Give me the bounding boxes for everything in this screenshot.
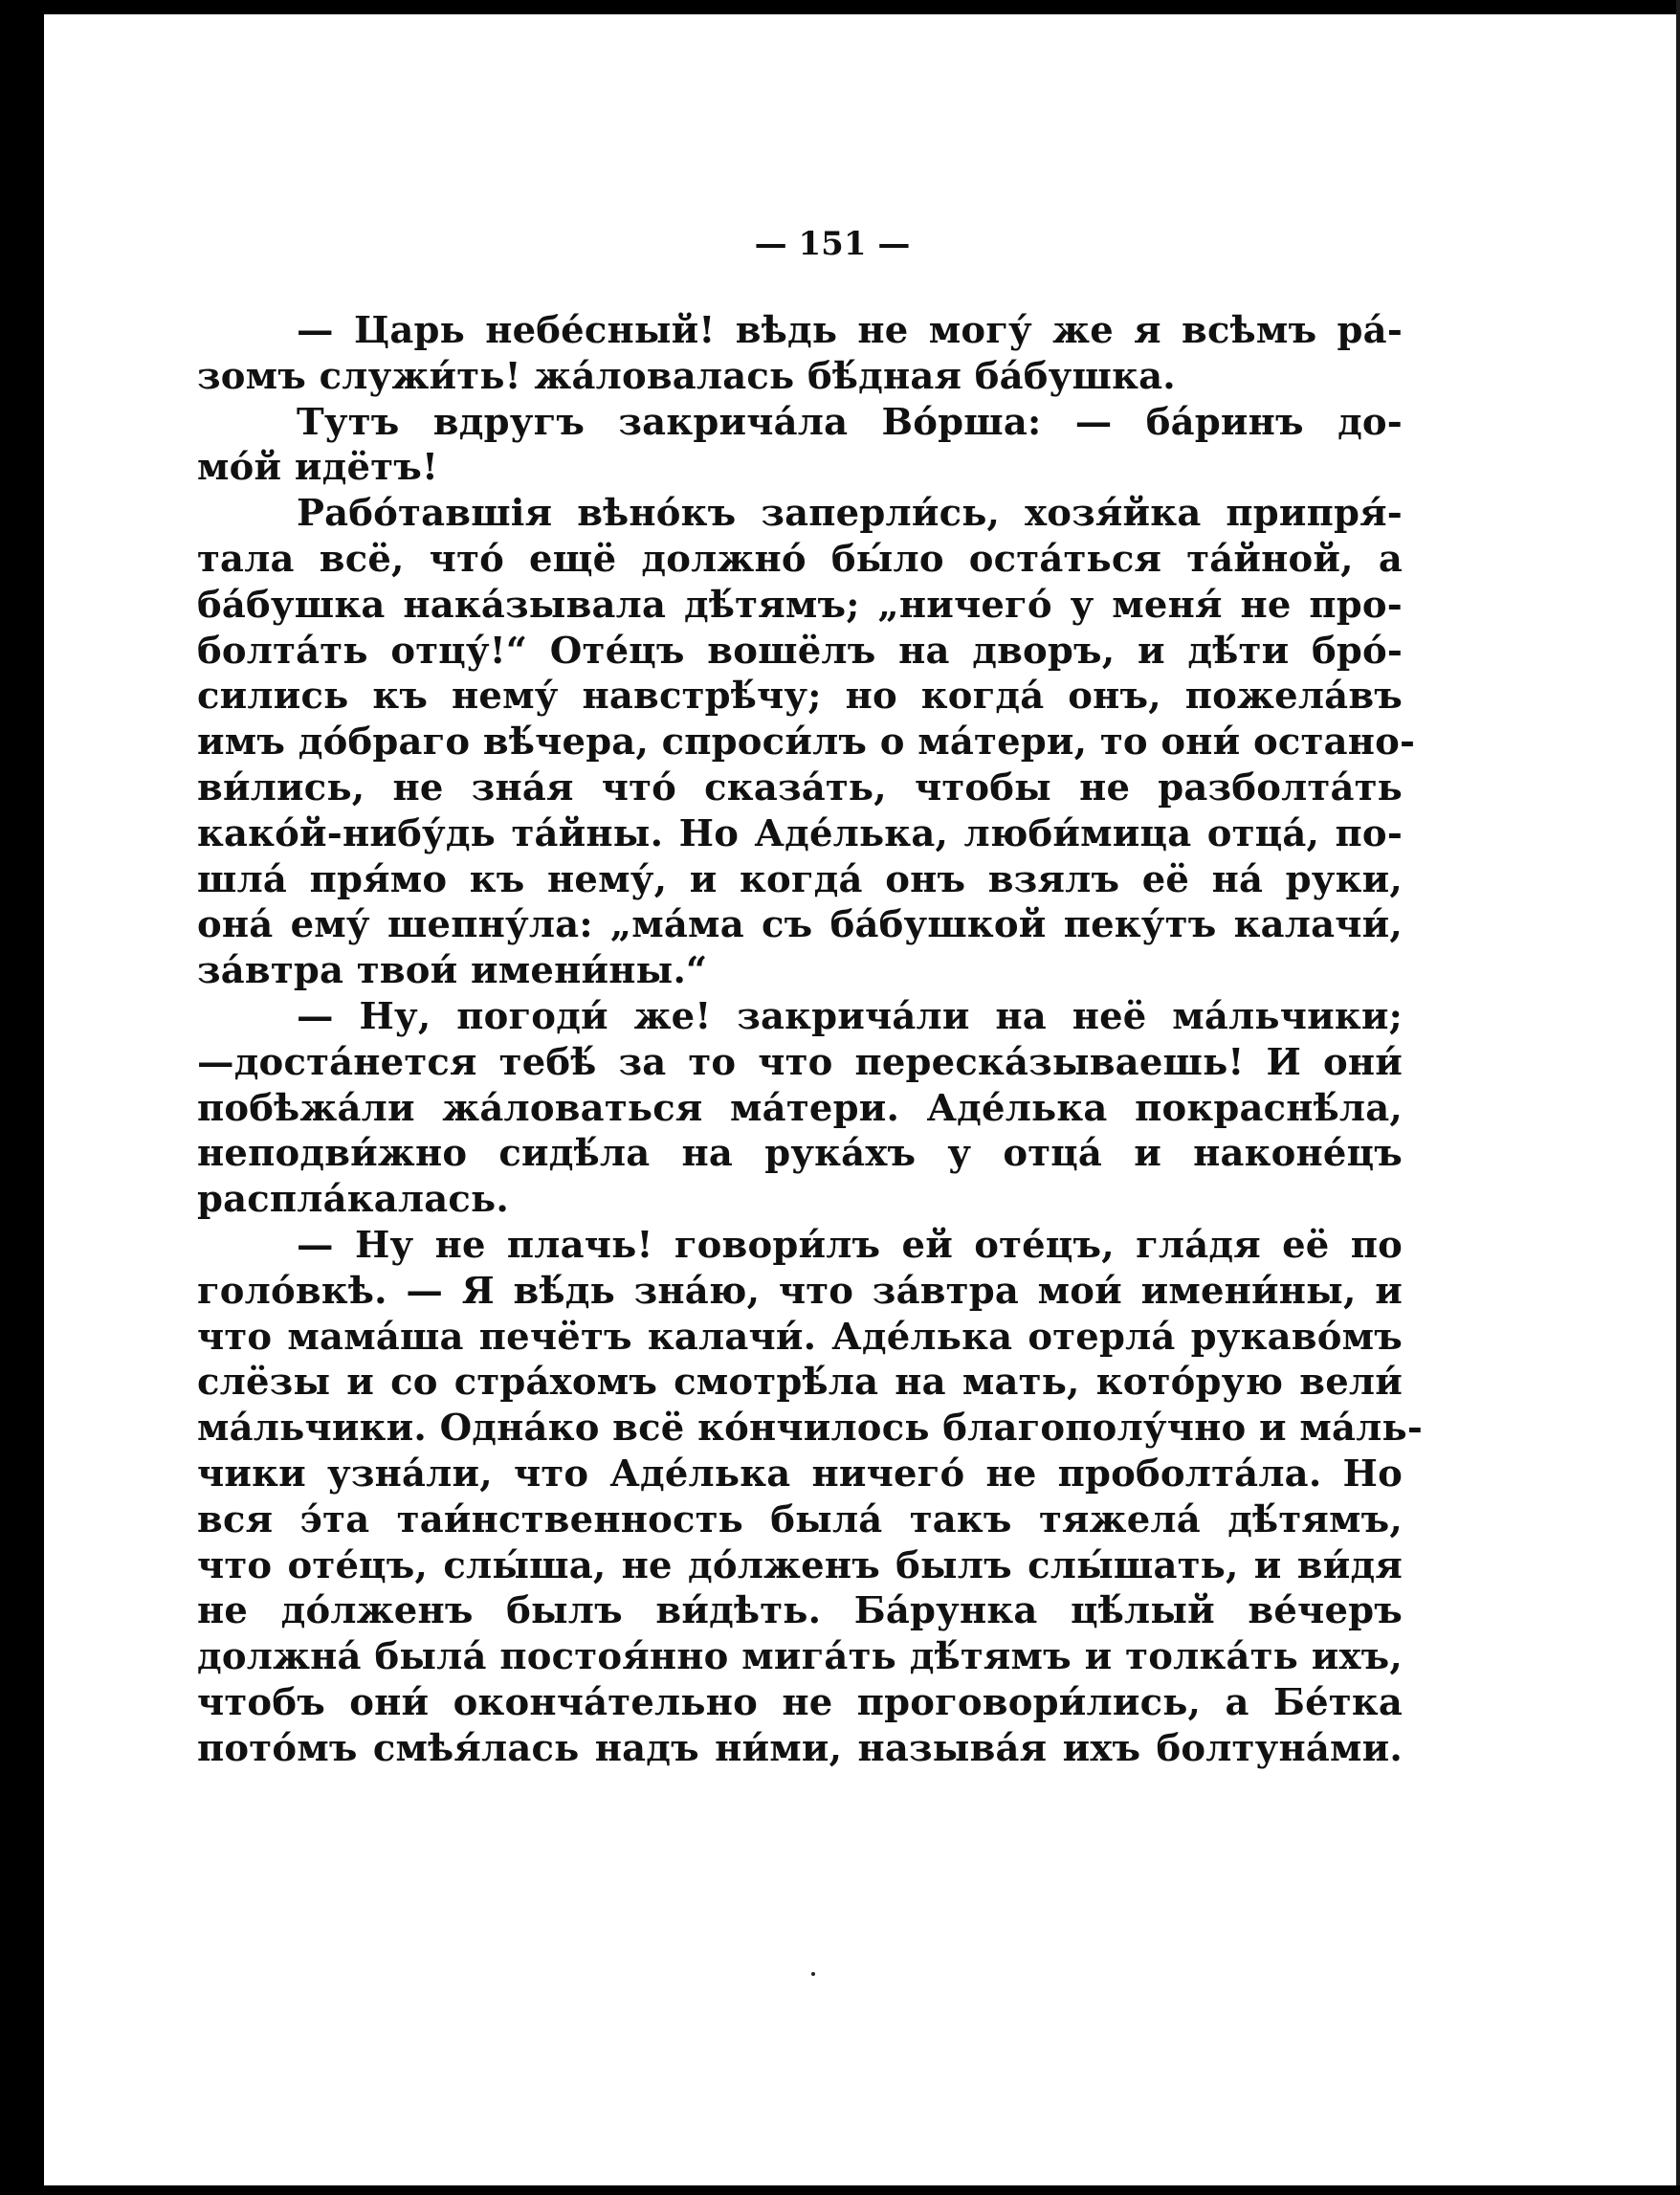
text-line: ви́лись, не зна́я что́ сказа́ть, чтобы не разболта́ть [197,765,1403,809]
text-line: должна́ была́ постоя́нно мига́ть дѣ́тямъ и толка́ть ихъ, [197,1635,1403,1679]
text-line: тала всё, что́ ещё должно́ бы́ло оста́ться та́йной, а [197,537,1403,581]
text-line: —доста́нется тебѣ́ за то что переска́зываешь! И они́ [197,1040,1403,1084]
stray-ink-dot [811,1972,815,1976]
text-line: болта́ть отцу́!“ Оте́цъ вошёлъ на дворъ, и дѣ́ти бро́- [197,629,1403,673]
text-line: мо́й идётъ! [197,446,439,490]
body-text [197,308,1424,1772]
text-line: ба́бушка нака́зывала дѣ́тямъ; „ничего́ у меня́ не про- [197,583,1403,627]
text-line: голо́вкѣ. — Я вѣ́дь зна́ю, что за́втра мои́ имени́ны, и [197,1269,1403,1313]
text-line: шла́ пря́мо къ нему́, и когда́ онъ взялъ её на́ руки, [197,857,1403,901]
text-line: имъ до́браго вѣ́чера, спроси́лъ о ма́тери, то они́ остано- [197,721,1416,765]
scan-border-left [0,0,44,2195]
text-line: Тутъ вдругъ закрича́ла Во́рша: — ба́ринъ до- [297,400,1403,444]
text-line: не до́лженъ былъ ви́дѣть. Ба́рунка цѣ́лый ве́черъ [197,1589,1403,1633]
text-line: чики узна́ли, что Аде́лька ничего́ не проболта́ла. Но [197,1452,1403,1496]
text-line: — Ну не плачь! говори́лъ ей оте́цъ, гла́дя её по [297,1223,1403,1267]
text-line: вся э́та таи́нственность была́ такъ тяжела́ дѣ́тямъ, [197,1497,1403,1541]
text-line: что мама́ша печётъ калачи́. Аде́лька отерла́ рукаво́мъ [197,1315,1403,1359]
scan-border-top [0,0,1680,14]
text-line: ма́льчики. Однáко всё ко́нчилось благополу́чно и ма́ль- [197,1407,1424,1451]
text-line: зомъ служи́ть! жа́ловалась бѣ́дная ба́бушка. [197,354,1176,398]
text-line: побѣжа́ли жа́ловаться ма́тери. Аде́лька покраснѣ́ла, [197,1086,1403,1130]
text-line: пото́мъ смѣя́лась надъ ни́ми, называ́я ихъ болтуна́ми. [197,1726,1403,1770]
text-line: Рабо́тавшія вѣно́къ заперли́сь, хозя́йка припря́- [297,492,1403,536]
text-line: слёзы и со стра́хомъ смотрѣ́ла на мать, кото́рую вели́ [197,1361,1403,1405]
text-line: сились къ нему́ навстрѣ́чу; но когда́ онъ, пожела́въ [197,675,1403,719]
text-line: распла́калась. [197,1178,509,1222]
text-line: за́втра твои́ имени́ны.“ [197,949,708,993]
text-line: неподви́жно сидѣ́ла на рука́хъ у отца́ и наконе́цъ [197,1132,1403,1176]
text-line: чтобъ они́ оконча́тельно не проговори́лись, а Бе́тка [197,1680,1403,1724]
text-line: — Царь небе́сный! вѣдь не могу́ же я всѣмъ ра́- [297,309,1403,352]
text-line: — Ну, погоди́ же! закрича́ли на неё ма́льчики; [297,994,1403,1038]
text-line: она́ ему́ шепну́ла: „ма́ма съ ба́бушкой пеку́тъ калачи́, [197,903,1403,947]
page-number: — 151 — [754,225,911,263]
scan-border-right [1676,0,1680,2195]
scan-border-bottom [0,2185,1680,2195]
text-line: како́й-нибу́дь та́йны. Но Аде́лька, люби́мица отца́, по- [197,811,1403,855]
text-line: что оте́цъ, слы́ша, не до́лженъ былъ слы́шать, и ви́дя [197,1543,1403,1587]
